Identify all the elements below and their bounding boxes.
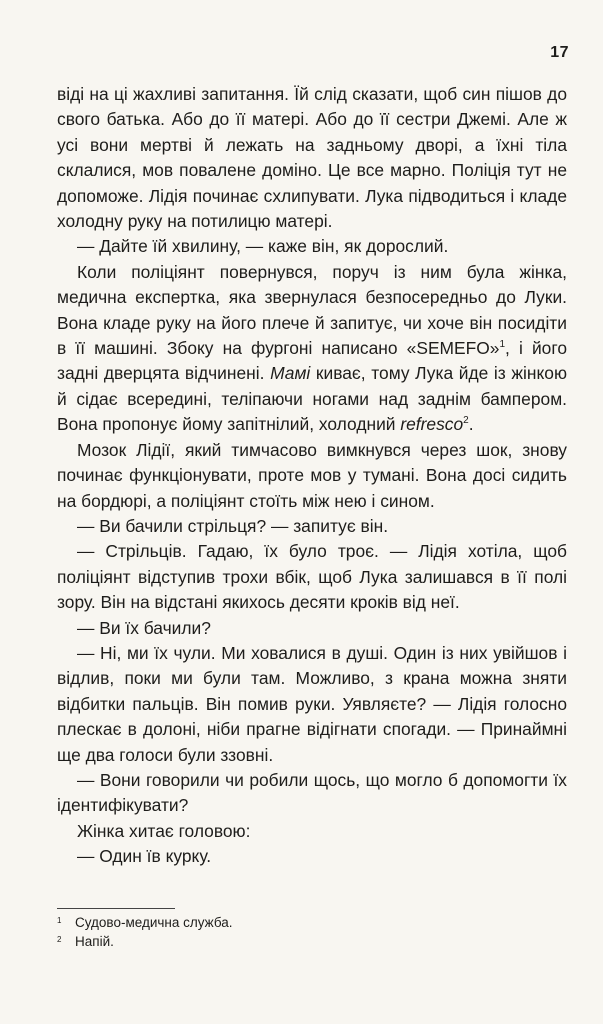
paragraph-p9 <box>57 768 567 819</box>
footnotes <box>57 913 457 951</box>
text-run: — Стрільців. Гадаю, їх було троє. — Лідія хотіла, щоб поліціянт відступив трохи вбік, щоб Лука залишався в її полі зору. Він на відстані якихось десяти кроків від неї. <box>57 541 567 613</box>
italic-text: refresco <box>400 414 464 435</box>
footnote <box>57 913 457 932</box>
paragraph-p1 <box>57 82 567 234</box>
text-run: — Ні, ми їх чули. Ми ховалися в душі. Один із них увійшов і відлив, поки ми були там. Можливо, з крана можна зняти відбитки пальців. Він помив руки. Уявляєте? — Лідія голосно плескає в долоні, ніби прагне відігнати спогади. — Принаймні ще два голоси були ззовні. <box>57 642 567 765</box>
paragraph-p6 <box>57 539 567 615</box>
paragraph-p5 <box>57 514 567 539</box>
text-run: — Вони говорили чи робили щось, що могло б допомогти їх ідентифікувати? <box>57 769 567 816</box>
text-run: — Ви бачили стрільця? — запитує він. <box>77 515 389 536</box>
text-run: — Ви їх бачили? <box>77 617 211 638</box>
paragraph-p3 <box>57 260 567 438</box>
footnote <box>57 932 457 951</box>
text-run: віді на ці жахливі запитання. Їй слід сказати, щоб син пішов до свого батька. Або до її матері. Або до її сестри Джемі. Але ж усі вони мертві й лежать на задньому дворі, а їхні тіла склалися, мов повалене доміно. Це все марно. Поліція тут не допоможе. Лідія починає схлипувати. Лука підводиться і кладе холодну руку на потилицю матері. <box>57 84 567 232</box>
footnote-divider <box>57 908 175 909</box>
text-run: — Дайте їй хвилину, — каже він, як дорослий. <box>77 236 449 257</box>
paragraph-p2 <box>57 234 567 259</box>
italic-text: Мамі <box>270 363 311 384</box>
paragraph-p11 <box>57 844 567 869</box>
page-number: 17 <box>550 44 569 61</box>
footnote-text: Судово-медична служба. <box>75 915 233 930</box>
text-run: — Один їв курку. <box>77 846 212 867</box>
paragraph-p4 <box>57 438 567 514</box>
footnote-number: 1 <box>57 916 62 925</box>
footnote-reference: 2 <box>463 415 469 427</box>
footnote-text: Напій. <box>75 934 114 949</box>
text-run: киває, тому Лука йде із жінкою й сідає всередині, теліпаючи ногами над заднім бампером. Вона пропонує йому запітнілий, холодний <box>57 363 567 435</box>
text-run: , і його задні дверцята відчинені. <box>57 338 567 384</box>
main-text <box>57 82 567 870</box>
paragraph-p8 <box>57 641 567 768</box>
footnote-reference: 1 <box>499 339 506 351</box>
text-run: . <box>468 414 474 435</box>
text-run: Коли поліціянт повернувся, поруч із ним була жінка, медична експертка, яка звернулася безпосередньо до Луки. Вона кладе руку на його плече й запитує, чи хоче він посидіти в її машині. Збоку на фургоні написано «SEMEFO» <box>57 261 567 359</box>
footnote-number: 2 <box>57 935 62 944</box>
text-run: Жінка хитає головою: <box>77 820 251 841</box>
paragraph-p7 <box>57 616 567 641</box>
paragraph-p10 <box>57 819 567 844</box>
text-run: Мозок Лідії, який тимчасово вимкнувся через шок, знову починає функціонувати, проте мов у тумані. Вона досі сидить на бордюрі, а поліціянт стоїть між нею і сином. <box>57 439 567 511</box>
